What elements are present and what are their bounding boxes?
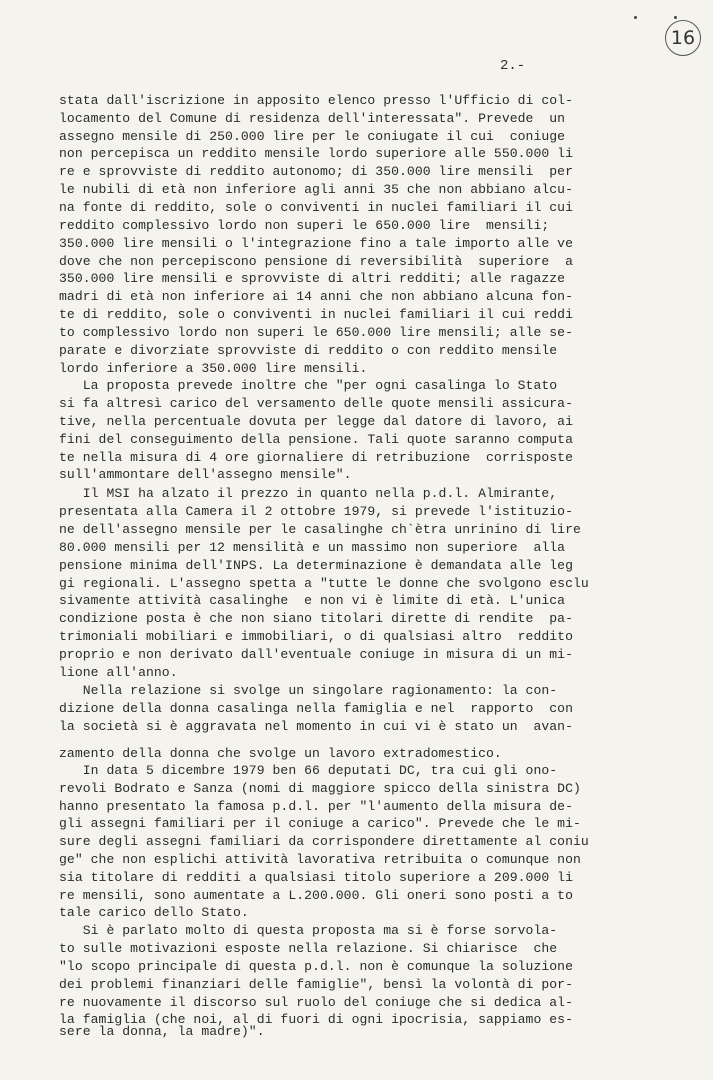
text-line: re mensili, sono aumentate a L.200.000. Gli oneri sono posti a to: [59, 888, 573, 903]
text-line: dove che non percepiscono pensione di reversibilità superiore a: [59, 254, 573, 269]
corner-mark-1: [634, 16, 637, 19]
text-line: madri di età non inferiore ai 14 anni che non abbiano alcuna fon-: [59, 289, 573, 304]
text-line: fini del conseguimento della pensione. Tali quote saranno computa: [59, 432, 573, 447]
text-line: gi regionali. L'assegno spetta a "tutte le donne che svolgono esclu: [59, 576, 589, 591]
text-line: stata dall'iscrizione in apposito elenco presso l'Ufficio di col-: [59, 93, 573, 108]
text-line: to complessivo lordo non superi le 650.000 lire mensili; alle se-: [59, 325, 573, 340]
text-line: re e sprovviste di reddito autonomo; di 350.000 lire mensili per: [59, 164, 573, 179]
text-line: assegno mensile di 250.000 lire per le coniugate il cui coniuge: [59, 129, 566, 144]
text-line: locamento del Comune di residenza dell'interessata". Prevede un: [59, 111, 566, 126]
text-line: pensione minima dell'INPS. La determinazione è demandata alle leg: [59, 558, 573, 573]
page-stamp: 16: [665, 20, 701, 56]
text-line: revoli Bodrato e Sanza (nomi di maggiore spicco della sinistra DC): [59, 781, 581, 796]
text-line: lione all'anno.: [59, 665, 178, 680]
text-line: le nubili di età non inferiore agli anni 35 che non abbiano alcu-: [59, 182, 573, 197]
text-line: te nella misura di 4 ore giornaliere di retribuzione corrisposte: [59, 450, 573, 465]
text-line: Si è parlato molto di questa proposta ma si è forse sorvola-: [59, 923, 558, 938]
corner-mark-2: [674, 16, 677, 19]
text-line: presentata alla Camera il 2 ottobre 1979, si prevede l'istituzio-: [59, 504, 573, 519]
text-line: La proposta prevede inoltre che "per ogni casalinga lo Stato: [59, 378, 558, 393]
text-line: "lo scopo principale di questa p.d.l. non è comunque la soluzione: [59, 959, 573, 974]
text-line: na fonte di reddito, sole o conviventi in nuclei familiari il cui: [59, 200, 573, 215]
text-line: tale carico dello Stato.: [59, 905, 249, 920]
text-line: In data 5 dicembre 1979 ben 66 deputati DC, tra cui gli ono-: [59, 763, 558, 778]
text-line: zamento della donna che svolge un lavoro extradomestico.: [59, 746, 502, 761]
text-line: non percepisca un reddito mensile lordo superiore alle 550.000 li: [59, 146, 573, 161]
text-line: Il MSI ha alzato il prezzo in quanto nella p.d.l. Almirante,: [59, 486, 558, 501]
text-line: parate e divorziate sprovviste di reddito o con reddito mensile: [59, 343, 558, 358]
text-line: sivamente attività casalinghe e non vi è limite di età. L'unica: [59, 593, 566, 608]
text-line: re nuovamente il discorso sul ruolo del coniuge che si dedica al-: [59, 995, 573, 1010]
text-line: trimoniali mobiliari e immobiliari, o di qualsiasi altro reddito: [59, 629, 573, 644]
text-line: te di reddito, sole o conviventi in nuclei familiari il cui reddi: [59, 307, 573, 322]
text-line: Nella relazione si svolge un singolare ragionamento: la con-: [59, 683, 558, 698]
text-line: dizione della donna casalinga nella famiglia e nel rapporto con: [59, 701, 573, 716]
text-line: la famiglia (che noi, al di fuori di ogni ipocrisia, sappiamo es-: [59, 1012, 573, 1027]
text-line: 350.000 lire mensili e sprovviste di altri redditi; alle ragazze: [59, 271, 566, 286]
text-line: proprio e non derivato dall'eventuale coniuge in misura di un mi-: [59, 647, 573, 662]
text-line: ge" che non esplichi attività lavorativa retribuita o comunque non: [59, 852, 581, 867]
text-line: si fa altresì carico del versamento delle quote mensili assicura-: [59, 396, 573, 411]
text-line: la società si è aggravata nel momento in cui vi è stato un avan-: [59, 719, 573, 734]
text-line: gli assegni familiari per il coniuge a carico". Prevede che le mi-: [59, 816, 581, 831]
text-line: ne dell'assegno mensile per le casalinghe ch`ètra unrinino di lire: [59, 522, 581, 537]
text-line: sure degli assegni familiari da corrispondere direttamente al coniu: [59, 834, 589, 849]
text-line: lordo inferiore a 350.000 lire mensili.: [59, 361, 368, 376]
text-line: condizione posta è che non siano titolari dirette di rendite pa-: [59, 611, 573, 626]
page-number: 2.-: [500, 58, 526, 74]
text-line: reddito complessivo lordo non superi le 650.000 lire mensili;: [59, 218, 550, 233]
text-line: sull'ammontare dell'assegno mensile".: [59, 467, 352, 482]
text-line: to sulle motivazioni esposte nella relazione. Si chiarisce che: [59, 941, 558, 956]
text-line: hanno presentato la famosa p.d.l. per "l'aumento della misura de-: [59, 799, 573, 814]
text-line: tive, nella percentuale dovuta per legge dal datore di lavoro, ai: [59, 414, 573, 429]
text-line: sere la donna, la madre)".: [59, 1023, 265, 1039]
text-line: sia titolare di redditi a qualsiasi titolo superiore a 209.000 li: [59, 870, 573, 885]
text-line: 350.000 lire mensili o l'integrazione fino a tale importo alle ve: [59, 236, 573, 251]
text-line: 80.000 mensili per 12 mensilità e un massimo non superiore alla: [59, 540, 566, 555]
text-line: dei problemi finanziari delle famiglie", bensì la volontà di por-: [59, 977, 573, 992]
